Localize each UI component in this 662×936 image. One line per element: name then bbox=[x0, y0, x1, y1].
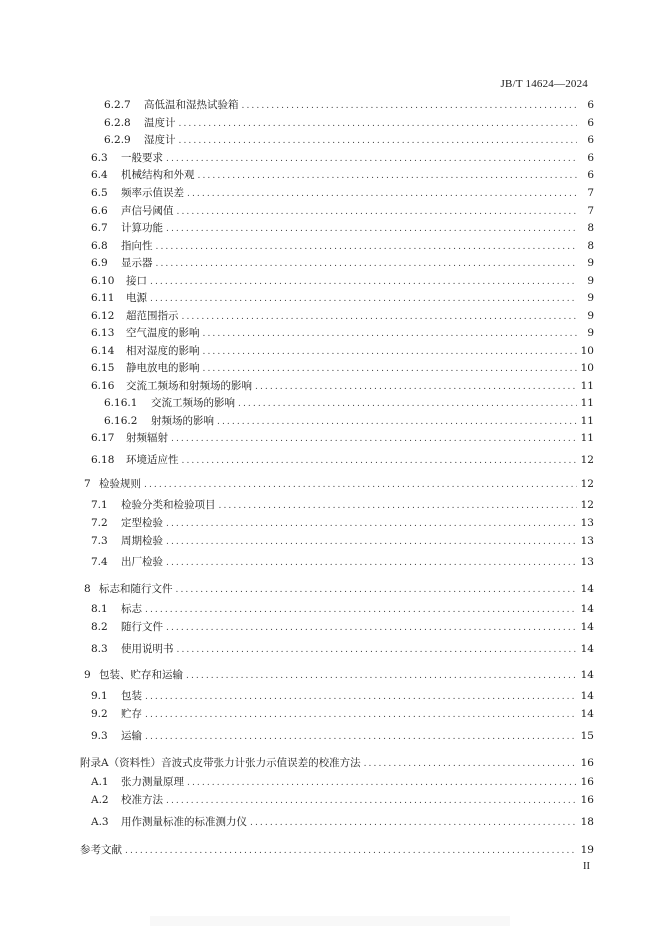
toc-entry-title: 运输 bbox=[121, 730, 142, 742]
toc-entry-title: 射频辐射 bbox=[126, 432, 168, 444]
toc-leader-dots bbox=[176, 582, 578, 598]
toc-entry[interactable] bbox=[0, 533, 662, 549]
toc-entry-number: 8.1 bbox=[91, 603, 108, 615]
toc-leader-dots bbox=[250, 815, 577, 831]
toc-leader-dots bbox=[179, 133, 578, 149]
toc-entry-number: 6.14 bbox=[91, 345, 115, 357]
toc-entry-title: 检验规则 bbox=[99, 478, 141, 490]
toc-entry-number: 6.15 bbox=[91, 362, 115, 374]
toc-entry-page: 13 bbox=[580, 517, 594, 529]
toc-leader-dots bbox=[145, 707, 577, 723]
toc-entry[interactable] bbox=[0, 132, 662, 148]
toc-entry-title: 交流工频场的影响 bbox=[151, 397, 235, 409]
toc-entry-page: 12 bbox=[580, 478, 594, 490]
toc-entry-page: 8 bbox=[587, 222, 594, 234]
toc-entry[interactable] bbox=[0, 97, 662, 113]
toc-entry[interactable] bbox=[0, 430, 662, 446]
toc-entry-title: （资料性）音波式皮带张力计张力示值误差的校准方法 bbox=[108, 757, 361, 769]
toc-entry-number: 9.3 bbox=[91, 730, 108, 742]
page-number-roman: II bbox=[583, 861, 590, 872]
toc-leader-dots bbox=[177, 204, 578, 220]
toc-entry[interactable] bbox=[0, 343, 662, 359]
toc-entry[interactable] bbox=[0, 452, 662, 468]
toc-entry-number: 附录A bbox=[80, 757, 109, 769]
toc-entry-page: 9 bbox=[587, 310, 594, 322]
toc-entry[interactable] bbox=[0, 667, 662, 683]
toc-entry-title: 随行文件 bbox=[121, 621, 163, 633]
toc-entry-title: 显示器 bbox=[121, 257, 153, 269]
toc-entry[interactable] bbox=[0, 360, 662, 376]
toc-entry-page: 16 bbox=[580, 757, 594, 769]
toc-leader-dots bbox=[156, 239, 578, 255]
toc-leader-dots bbox=[166, 534, 577, 550]
toc-leader-dots bbox=[364, 756, 577, 772]
toc-entry-page: 7 bbox=[587, 187, 594, 199]
footer-watermark bbox=[150, 916, 510, 926]
toc-entry-page: 9 bbox=[587, 275, 594, 287]
toc-entry-page: 6 bbox=[587, 134, 594, 146]
toc-entry-title: 温度计 bbox=[144, 117, 176, 129]
toc-entry-number: 6.8 bbox=[91, 240, 108, 252]
toc-entry[interactable] bbox=[0, 688, 662, 704]
toc-entry-number: 6.2.9 bbox=[104, 134, 131, 146]
toc-entry-number: A.1 bbox=[91, 776, 109, 788]
toc-entry-title: 贮存 bbox=[121, 708, 142, 720]
toc-leader-dots bbox=[203, 361, 578, 377]
toc-entry-title: 使用说明书 bbox=[121, 643, 174, 655]
toc-entry[interactable] bbox=[0, 115, 662, 131]
toc-entry-title: 出厂检验 bbox=[121, 556, 163, 568]
toc-entry-page: 10 bbox=[580, 345, 594, 357]
toc-entry-title: 标志和随行文件 bbox=[99, 583, 173, 595]
toc-leader-dots bbox=[242, 98, 578, 114]
toc-entry-title: 电源 bbox=[126, 292, 147, 304]
toc-entry-number: 6.16 bbox=[91, 380, 115, 392]
toc-entry-title: 参考文献 bbox=[80, 844, 122, 856]
toc-leader-dots bbox=[166, 793, 577, 809]
toc-entry-page: 9 bbox=[587, 327, 594, 339]
toc-entry-title: 周期检验 bbox=[121, 535, 163, 547]
toc-leader-dots bbox=[166, 620, 577, 636]
toc-entry-number: 9.1 bbox=[91, 690, 108, 702]
toc-entry-number: 8.3 bbox=[91, 643, 108, 655]
toc-entry[interactable] bbox=[0, 150, 662, 166]
toc-entry[interactable] bbox=[0, 728, 662, 744]
toc-entry-page: 9 bbox=[587, 257, 594, 269]
toc-leader-dots bbox=[144, 477, 577, 493]
toc-leader-dots bbox=[150, 291, 577, 307]
toc-entry-title: 高低温和湿热试验箱 bbox=[144, 99, 239, 111]
toc-entry[interactable] bbox=[0, 185, 662, 201]
toc-entry-page: 15 bbox=[580, 730, 594, 742]
toc-entry-number: 6.12 bbox=[91, 310, 115, 322]
toc-entry-title: 接口 bbox=[126, 275, 147, 287]
toc-entry-title: 机械结构和外观 bbox=[121, 169, 195, 181]
toc-entry[interactable] bbox=[0, 814, 662, 830]
toc-entry[interactable] bbox=[0, 413, 662, 429]
toc-entry-number: 6.2.7 bbox=[104, 99, 131, 111]
toc-entry-number: 7.2 bbox=[91, 517, 108, 529]
toc-entry-number: 6.5 bbox=[91, 187, 108, 199]
toc-entry-number: 6.7 bbox=[91, 222, 108, 234]
toc-entry-number: A.3 bbox=[91, 816, 109, 828]
toc-entry-title: 指向性 bbox=[121, 240, 153, 252]
toc-entry[interactable] bbox=[0, 476, 662, 492]
toc-entry-page: 9 bbox=[587, 292, 594, 304]
toc-entry-title: 超范围指示 bbox=[126, 310, 179, 322]
toc-entry-title: 张力测量原理 bbox=[121, 776, 184, 788]
toc-entry[interactable] bbox=[0, 581, 662, 597]
toc-entry-title: 校准方法 bbox=[121, 794, 163, 806]
toc-leader-dots bbox=[145, 689, 577, 705]
toc-entry-title: 相对湿度的影响 bbox=[126, 345, 200, 357]
toc-leader-dots bbox=[198, 168, 578, 184]
toc-entry[interactable] bbox=[0, 220, 662, 236]
toc-entry[interactable] bbox=[0, 774, 662, 790]
toc-leader-dots bbox=[156, 256, 578, 272]
toc-entry-page: 13 bbox=[580, 535, 594, 547]
toc-entry-number: 6.9 bbox=[91, 257, 108, 269]
toc-entry-page: 12 bbox=[580, 499, 594, 511]
toc-leader-dots bbox=[217, 414, 577, 430]
toc-leader-dots bbox=[182, 453, 578, 469]
toc-entry-number: A.2 bbox=[91, 794, 109, 806]
toc-entry-page: 13 bbox=[580, 556, 594, 568]
toc-entry-number: 6.11 bbox=[91, 292, 115, 304]
toc-leader-dots bbox=[145, 602, 577, 618]
toc-entry[interactable] bbox=[0, 273, 662, 289]
toc-entry[interactable] bbox=[0, 378, 662, 394]
toc-entry-page: 11 bbox=[580, 380, 594, 392]
toc-entry-title: 静电放电的影响 bbox=[126, 362, 200, 374]
toc-entry-title: 包装 bbox=[121, 690, 142, 702]
toc-leader-dots bbox=[186, 668, 577, 684]
toc-entry[interactable] bbox=[0, 842, 662, 858]
toc-entry-title: 定型检验 bbox=[121, 517, 163, 529]
toc-entry[interactable] bbox=[0, 554, 662, 570]
toc-entry-title: 交流工频场和射频场的影响 bbox=[126, 380, 252, 392]
toc-entry-page: 16 bbox=[580, 776, 594, 788]
document-code: JB/T 14624—2024 bbox=[500, 78, 588, 90]
toc-entry-page: 14 bbox=[580, 621, 594, 633]
toc-entry-number: 8 bbox=[84, 583, 91, 595]
toc-entry-number: 6.16.1 bbox=[104, 397, 138, 409]
toc-leader-dots bbox=[203, 344, 578, 360]
toc-entry-number: 6.13 bbox=[91, 327, 115, 339]
toc-entry-page: 14 bbox=[580, 603, 594, 615]
toc-leader-dots bbox=[177, 642, 578, 658]
toc-entry-number: 6.10 bbox=[91, 275, 115, 287]
toc-entry-title: 射频场的影响 bbox=[151, 415, 214, 427]
toc-entry-page: 14 bbox=[580, 690, 594, 702]
toc-leader-dots bbox=[187, 186, 577, 202]
toc-entry-page: 6 bbox=[587, 99, 594, 111]
toc-entry[interactable] bbox=[0, 497, 662, 513]
toc-entry-page: 7 bbox=[587, 205, 594, 217]
toc-entry-number: 7 bbox=[84, 478, 91, 490]
toc-entry-page: 11 bbox=[580, 415, 594, 427]
toc-entry-page: 19 bbox=[580, 844, 594, 856]
toc-entry[interactable] bbox=[0, 203, 662, 219]
toc-entry-title: 空气温度的影响 bbox=[126, 327, 200, 339]
toc-entry-number: 7.3 bbox=[91, 535, 108, 547]
toc-entry-page: 14 bbox=[580, 583, 594, 595]
toc-entry[interactable] bbox=[0, 255, 662, 271]
toc-leader-dots bbox=[166, 516, 577, 532]
toc-leader-dots bbox=[166, 151, 577, 167]
toc-leader-dots bbox=[166, 221, 577, 237]
toc-leader-dots bbox=[125, 843, 577, 859]
toc-entry[interactable] bbox=[0, 167, 662, 183]
toc-leader-dots bbox=[171, 431, 577, 447]
toc-entry-number: 9 bbox=[84, 669, 91, 681]
toc-entry-page: 6 bbox=[587, 152, 594, 164]
toc-entry-number: 7.1 bbox=[91, 499, 108, 511]
toc-entry-title: 环境适应性 bbox=[126, 454, 179, 466]
toc-entry[interactable] bbox=[0, 706, 662, 722]
toc-entry-page: 11 bbox=[580, 432, 594, 444]
toc-entry-number: 9.2 bbox=[91, 708, 108, 720]
toc-entry-number: 6.2.8 bbox=[104, 117, 131, 129]
toc-entry[interactable] bbox=[0, 601, 662, 617]
toc-entry[interactable] bbox=[0, 619, 662, 635]
toc-entry[interactable] bbox=[0, 325, 662, 341]
toc-leader-dots bbox=[150, 274, 577, 290]
toc-entry-page: 14 bbox=[580, 643, 594, 655]
toc-entry-title: 湿度计 bbox=[144, 134, 176, 146]
toc-leader-dots bbox=[238, 396, 577, 412]
toc-entry-number: 6.18 bbox=[91, 454, 115, 466]
toc-entry-title: 一般要求 bbox=[121, 152, 163, 164]
toc-leader-dots bbox=[145, 729, 577, 745]
toc-entry[interactable] bbox=[0, 641, 662, 657]
toc-entry-page: 14 bbox=[580, 708, 594, 720]
toc-entry-title: 计算功能 bbox=[121, 222, 163, 234]
toc-entry-number: 6.3 bbox=[91, 152, 108, 164]
toc-entry-page: 11 bbox=[580, 397, 594, 409]
toc-entry-number: 6.16.2 bbox=[104, 415, 138, 427]
toc-leader-dots bbox=[166, 555, 577, 571]
toc-entry[interactable] bbox=[0, 792, 662, 808]
toc-leader-dots bbox=[187, 775, 577, 791]
toc-entry-page: 14 bbox=[580, 669, 594, 681]
toc-entry[interactable] bbox=[0, 395, 662, 411]
toc-leader-dots bbox=[179, 116, 578, 132]
toc-entry[interactable] bbox=[0, 290, 662, 306]
toc-entry[interactable] bbox=[0, 308, 662, 324]
toc-leader-dots bbox=[255, 379, 577, 395]
toc-entry-page: 10 bbox=[580, 362, 594, 374]
toc-leader-dots bbox=[219, 498, 578, 514]
toc-entry-page: 8 bbox=[587, 240, 594, 252]
toc-entry-title: 标志 bbox=[121, 603, 142, 615]
toc-entry-title: 声信号阈值 bbox=[121, 205, 174, 217]
toc-entry-page: 6 bbox=[587, 117, 594, 129]
toc-entry[interactable] bbox=[0, 238, 662, 254]
toc-entry-number: 8.2 bbox=[91, 621, 108, 633]
toc-entry-page: 6 bbox=[587, 169, 594, 181]
toc-entry[interactable] bbox=[0, 515, 662, 531]
toc-leader-dots bbox=[203, 326, 578, 342]
toc-entry-title: 检验分类和检验项目 bbox=[121, 499, 216, 511]
toc-entry-page: 16 bbox=[580, 794, 594, 806]
toc-entry-number: 6.6 bbox=[91, 205, 108, 217]
toc-entry-title: 用作测量标准的标准测力仪 bbox=[121, 816, 247, 828]
toc-entry-number: 6.4 bbox=[91, 169, 108, 181]
toc-entry-title: 包装、贮存和运输 bbox=[99, 669, 183, 681]
toc-entry-number: 7.4 bbox=[91, 556, 108, 568]
toc-entry-title: 频率示值误差 bbox=[121, 187, 184, 199]
toc-entry[interactable] bbox=[0, 755, 662, 771]
toc-entry-page: 12 bbox=[580, 454, 594, 466]
toc-leader-dots bbox=[182, 309, 578, 325]
toc-entry-page: 18 bbox=[580, 816, 594, 828]
toc-entry-number: 6.17 bbox=[91, 432, 115, 444]
